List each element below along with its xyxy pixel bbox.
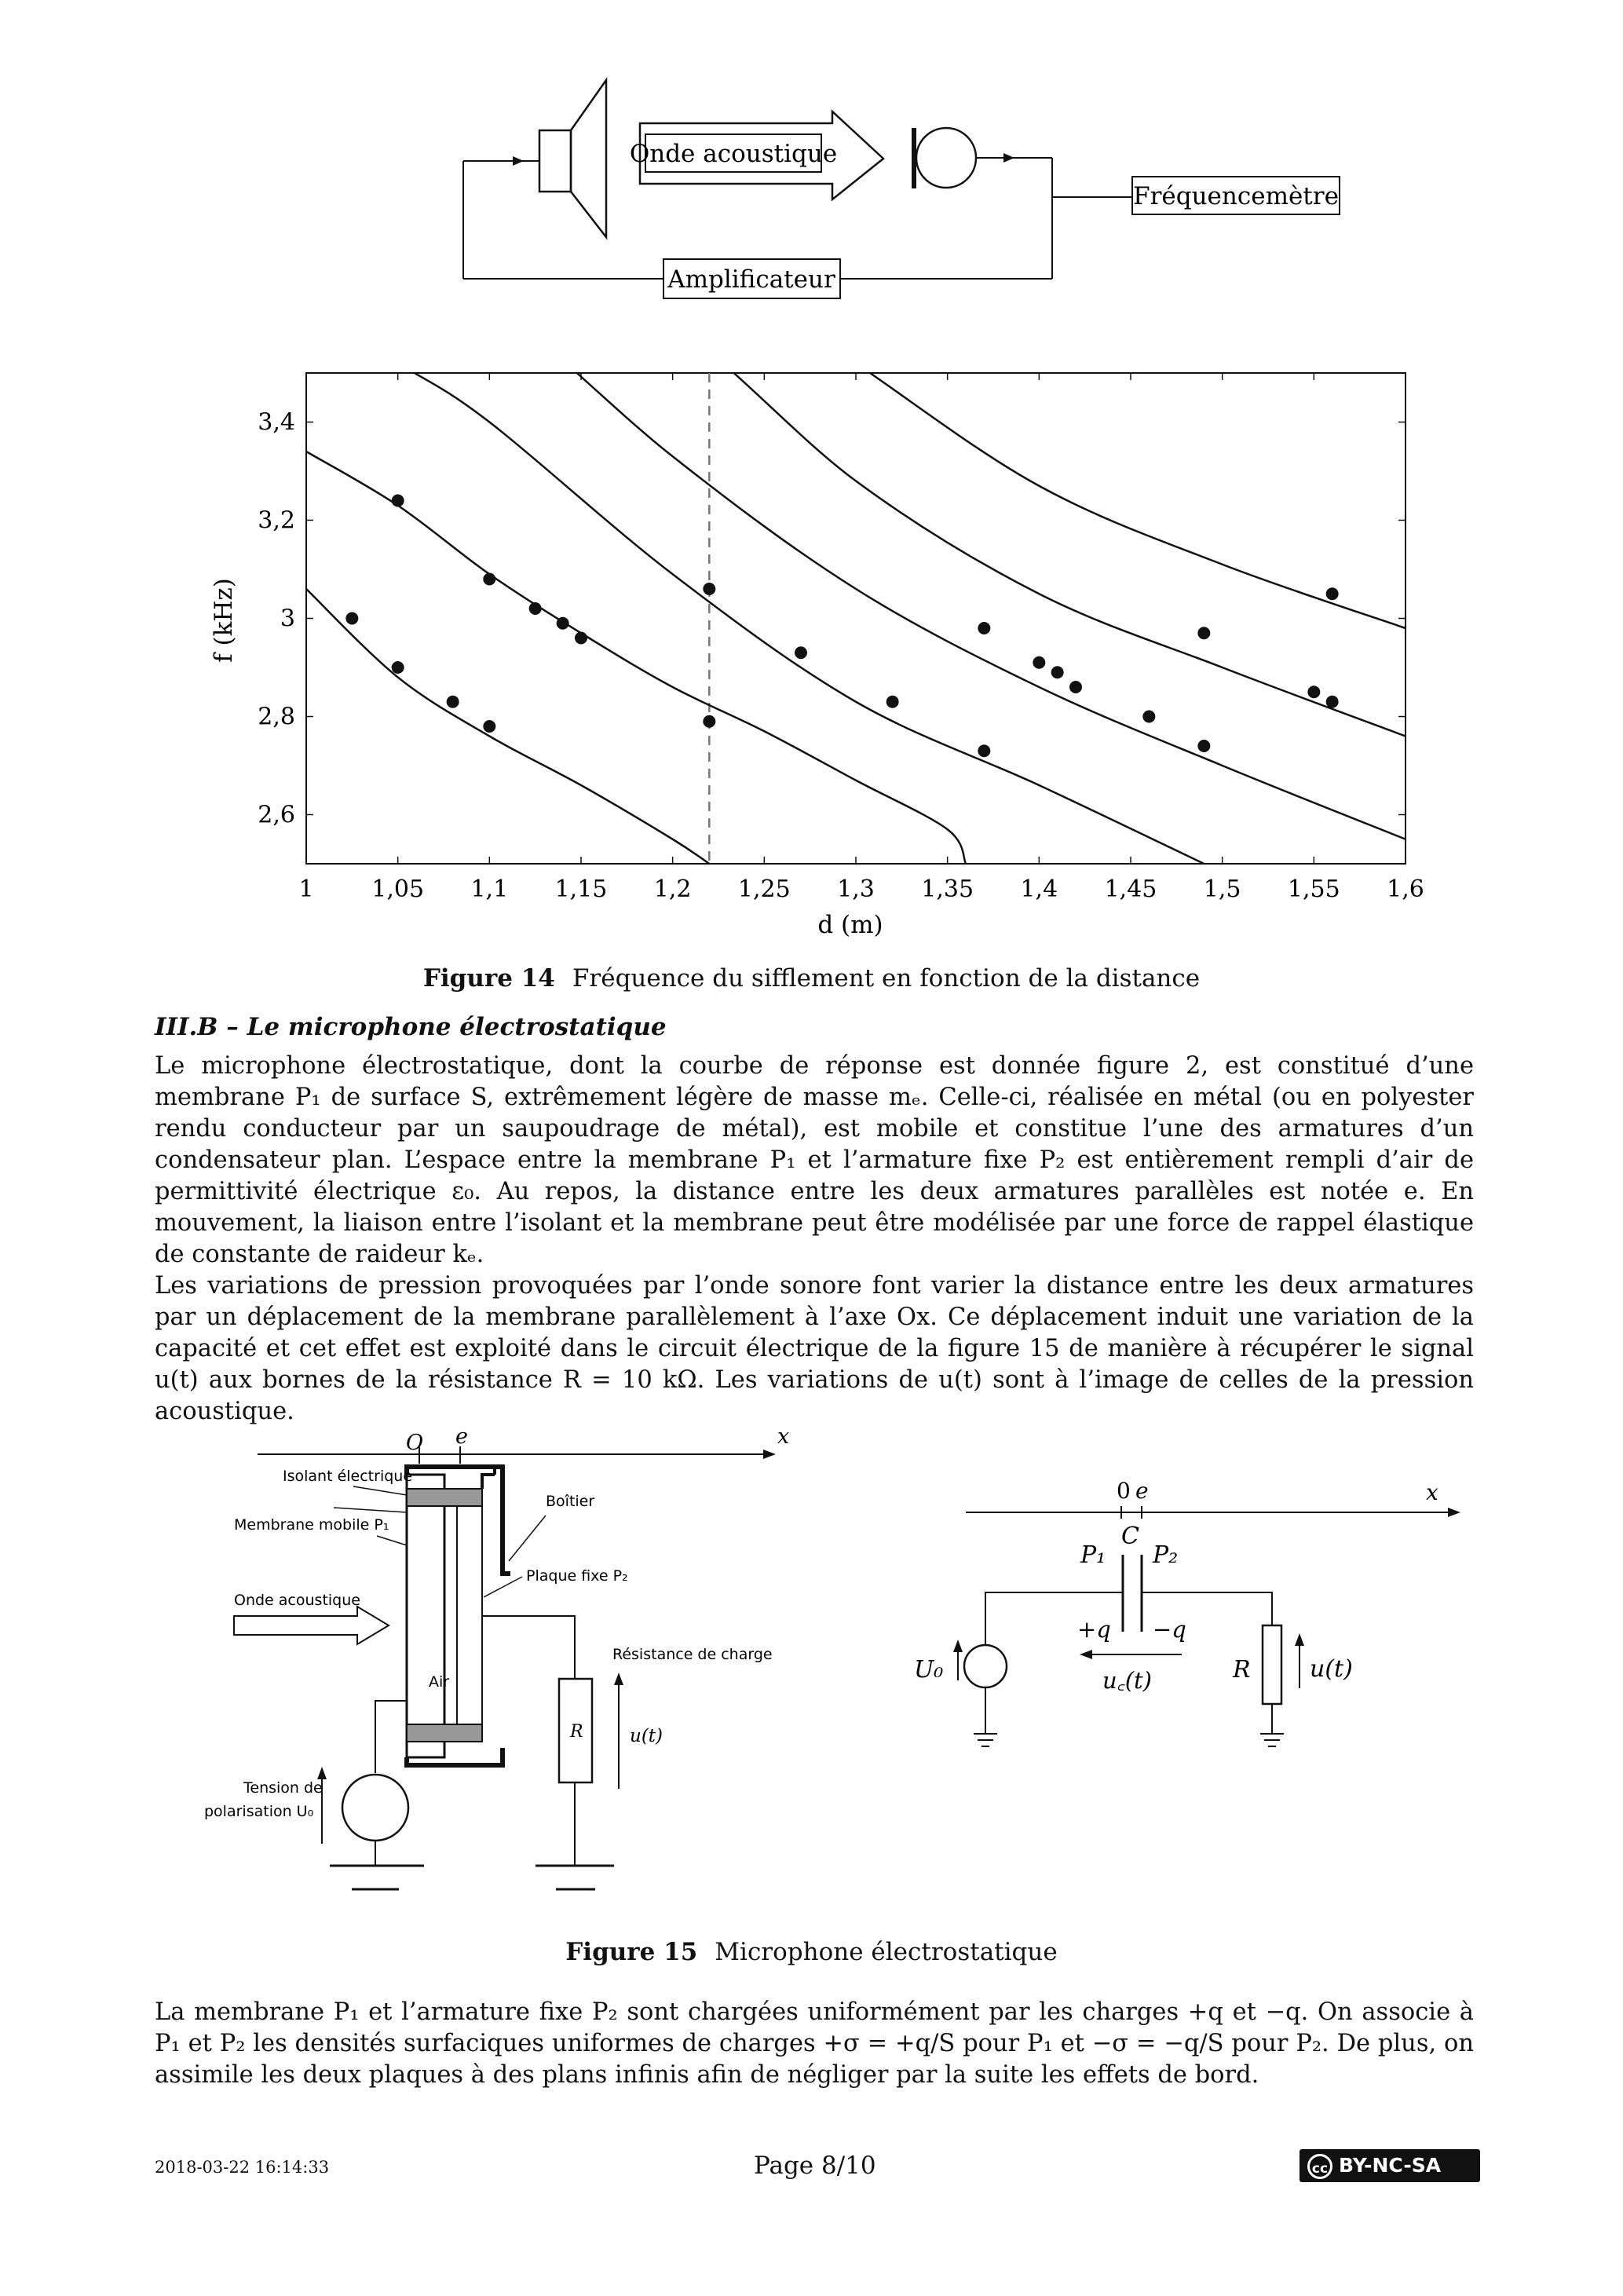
y-tick-label: 3,4: [258, 408, 295, 437]
arrow-icon: [317, 1767, 327, 1779]
data-point: [1142, 711, 1155, 723]
data-point: [1051, 666, 1064, 678]
insulator-top: [407, 1489, 482, 1506]
x-axis-label: d (m): [817, 911, 883, 939]
model-curve: [306, 361, 1406, 839]
u-label: u(t): [630, 1726, 663, 1746]
x-tick-label: 1,3: [837, 876, 875, 903]
p2-label: P₂: [1153, 1541, 1179, 1569]
license-badge: [1299, 2149, 1480, 2182]
voltage-source: [342, 1775, 408, 1841]
wave-label: Onde acoustique: [629, 140, 838, 168]
arrow-icon: [1295, 1633, 1304, 1646]
fixed-plate-label: Plaque fixe P₂: [526, 1567, 628, 1585]
section-heading: III.B – Le microphone électrostatique: [155, 1013, 667, 1041]
x-tick-label: 1,6: [1387, 876, 1424, 903]
arrow-icon: [614, 1673, 623, 1685]
polarisation-label: polarisation U₀: [204, 1803, 314, 1820]
equivalent-circuit: [911, 1461, 1508, 1790]
frequency-meter-label: Fréquencemètre: [1133, 182, 1339, 210]
y-tick-label: 2,8: [258, 703, 295, 731]
data-point: [886, 696, 899, 708]
x-tick-label: 1,05: [371, 876, 425, 903]
data-point: [483, 573, 495, 586]
y-axis-label: f (kHz): [210, 578, 238, 663]
x-tick-label: 1,45: [1104, 876, 1157, 903]
data-point: [575, 632, 587, 645]
r-label: R: [1233, 1656, 1251, 1684]
insulator-label: Isolant électrique: [283, 1468, 413, 1485]
air-label: Air: [429, 1673, 450, 1691]
figure-14-caption: [0, 964, 1623, 993]
arrow-icon: [953, 1640, 963, 1652]
model-curve: [306, 452, 966, 864]
axis-arrow-icon: [763, 1450, 776, 1459]
axis-x-label: x: [777, 1424, 790, 1449]
caption-text: Microphone électrostatique: [715, 1938, 1058, 1966]
data-point: [978, 622, 990, 634]
p1-label: P₁: [1080, 1541, 1106, 1569]
resistor: [1263, 1625, 1281, 1704]
data-point: [392, 661, 404, 674]
figure-15-caption: [0, 1938, 1623, 1966]
arrow-icon: [1080, 1650, 1092, 1659]
model-curve: [306, 589, 709, 864]
resistor-label: R: [570, 1722, 583, 1742]
plus-q-label: +q: [1077, 1616, 1111, 1643]
caption-number: Figure 14: [422, 964, 555, 993]
x-tick-label: 1,15: [554, 876, 608, 903]
x-tick-label: 1: [298, 876, 314, 903]
data-point: [1326, 696, 1339, 708]
tension-label: Tension de: [243, 1779, 323, 1797]
speaker-magnet: [539, 130, 571, 192]
membrane: [407, 1475, 444, 1757]
license-label: BY-NC-SA: [1339, 2154, 1442, 2177]
cc-icon: cc: [1307, 2154, 1332, 2179]
wave-label: Onde acoustique: [234, 1592, 360, 1609]
e-label: e: [1135, 1478, 1149, 1504]
minus-q-label: −q: [1153, 1616, 1186, 1643]
page-number: Page 8/10: [754, 2152, 876, 2180]
arrow-icon: [513, 156, 524, 166]
x-tick-label: 1,5: [1203, 876, 1241, 903]
data-point: [1197, 740, 1210, 752]
data-point: [557, 617, 569, 630]
x-tick-label: 1,25: [737, 876, 791, 903]
caption-number: Figure 15: [565, 1938, 698, 1966]
data-point: [1069, 681, 1082, 693]
zero-label: 0: [1117, 1478, 1131, 1504]
axis-x-label: x: [1426, 1479, 1438, 1505]
x-tick-label: 1,35: [921, 876, 974, 903]
data-point: [529, 602, 542, 615]
y-tick-label: 3,2: [258, 506, 295, 535]
data-point: [795, 646, 807, 659]
plot-frame: [306, 373, 1406, 864]
data-point: [1197, 627, 1210, 639]
capacitor-label: C: [1121, 1523, 1139, 1550]
y-tick-label: 2,6: [258, 801, 295, 829]
x-tick-label: 1,55: [1287, 876, 1340, 903]
data-point: [1307, 686, 1320, 698]
amplifier-label: Amplificateur: [667, 265, 835, 294]
model-curve: [673, 361, 1406, 628]
footer-timestamp: 2018-03-22 16:14:33: [155, 2158, 330, 2177]
data-point: [447, 696, 459, 708]
origin-label: O: [406, 1431, 424, 1455]
data-point: [978, 744, 990, 757]
casing-label: Boîtier: [546, 1493, 595, 1510]
microphone-schematic: [196, 1420, 824, 1922]
paragraph-2: Les variations de pression provoquées par l’onde sonore font varier la distance entre les deux armatures par un déplacement de la membrane parallèlement à l’axe Ox. Ce déplacement induit une variation de la capacité et cet effet est exploité dans le circuit électrique de la figure 15 de manière à récupérer le signal u(t) aux bornes de la résistance R = 10 kΩ. Les variations de u(t) sont à l’image de celles de la pression acoustique.: [155, 1272, 1474, 1425]
microphone-icon: [916, 128, 976, 188]
model-curve: [306, 361, 1204, 864]
paragraph-3: La membrane P₁ et l’armature fixe P₂ sont chargées uniformément par les charges +q et −q. On associe à P₁ et P₂ les densités surfaciques uniformes de charges +σ = +q/S pour P₁ et −σ = −q/S pour P₂. De plus, on assimile les deux plaques à des plans infinis afin de négliger par la suite les effets de bord.: [155, 1998, 1474, 2089]
load-resistance-label: Résistance de charge: [612, 1646, 773, 1663]
y-tick-label: 3: [280, 605, 295, 633]
frequency-chart: [196, 361, 1453, 958]
u-label: u(t): [1310, 1655, 1353, 1683]
paragraph-1: Le microphone électrostatique, dont la courbe de réponse est donnée figure 2, est constitué d’une membrane P₁ de surface S, extrêmement légère de masse mₑ. Celle-ci, réalisée en métal (ou en polyester rendu conducteur par un saupoudrage de métal), est mobile et constitue l’une des armatures d’un condensateur plan. L’espace entre la membrane P₁ et l’armature fixe P₂ est entièrement rempli d’air de permittivité électrique ε₀. Au repos, la distance entre les deux armatures parallèles est notée e. En mouvement, la liaison entre l’isolant et la membrane peut être modélisée par une force de rappel élastique de constante de raideur kₑ.: [155, 1052, 1474, 1268]
caption-text: Fréquence du sifflement en fonction de la distance: [572, 964, 1201, 993]
speaker-cone: [571, 80, 606, 237]
data-point: [703, 715, 715, 728]
air-gap: [444, 1506, 482, 1724]
e-label: e: [455, 1424, 468, 1449]
arrow-icon: [1003, 153, 1014, 163]
data-point: [703, 583, 715, 595]
u0-label: U₀: [914, 1656, 944, 1684]
membrane-label: Membrane mobile P₁: [234, 1516, 389, 1534]
voltage-source: [964, 1645, 1007, 1687]
insulator-bottom: [407, 1724, 482, 1742]
data-point: [345, 612, 358, 625]
axis-arrow-icon: [1448, 1508, 1460, 1517]
x-tick-label: 1,1: [470, 876, 509, 903]
data-point: [1033, 656, 1045, 669]
x-tick-label: 1,2: [653, 876, 692, 903]
setup-diagram: [440, 71, 1366, 330]
x-tick-label: 1,4: [1020, 876, 1058, 903]
wave-arrow: [234, 1607, 389, 1644]
uc-label: u꜀(t): [1102, 1667, 1152, 1694]
data-point: [392, 495, 404, 507]
data-point: [483, 720, 495, 733]
data-point: [1326, 587, 1339, 600]
